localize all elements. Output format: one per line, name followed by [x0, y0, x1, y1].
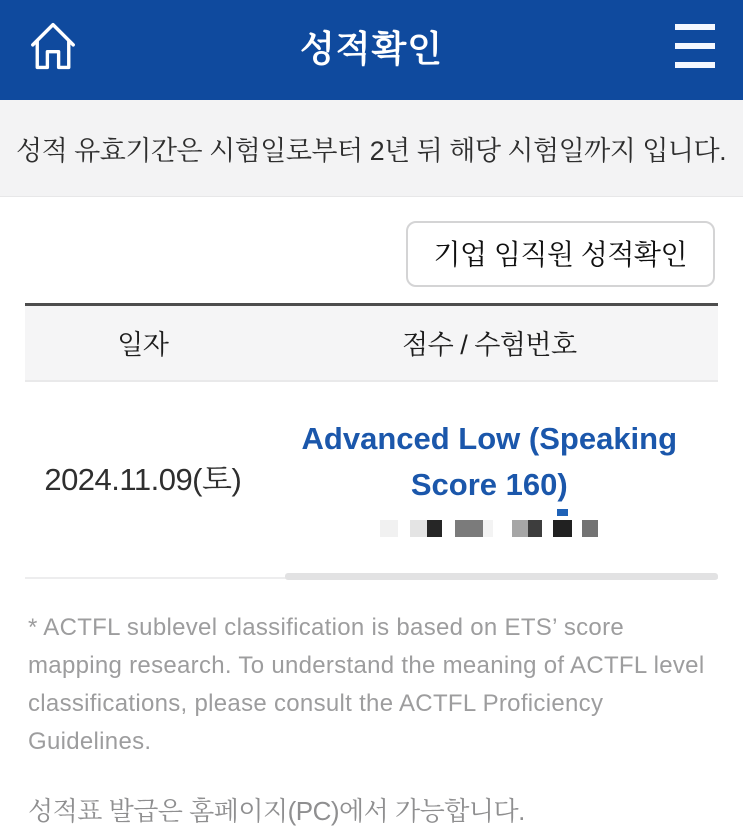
validity-notice [0, 100, 743, 197]
button-row [0, 197, 743, 287]
score-link-line2: Score 160 [410, 467, 558, 502]
corporate-score-check-button[interactable]: 기업 임직원 성적확인 [406, 221, 716, 287]
score-link-line1: Advanced Low (Speaking [301, 421, 678, 456]
hamburger-menu-button[interactable] [675, 22, 717, 70]
table-scrollbar [25, 573, 718, 581]
app-header [0, 0, 743, 100]
redaction-block [512, 520, 528, 537]
score-table [25, 303, 718, 547]
redaction-block [582, 520, 598, 537]
redaction-block [528, 520, 542, 537]
redaction-block [455, 520, 483, 537]
footnote-line: classifications, please consult the ACTFL Proficiency [28, 690, 604, 717]
column-header-date: 일자 [117, 330, 169, 360]
score-link[interactable] [302, 416, 678, 508]
table-row [25, 382, 718, 547]
validity-notice-text: 성적 유효기간은 시험일로부터 2년 뒤 해당 시험일까지 입니다. [16, 135, 727, 166]
redaction-block [427, 520, 442, 537]
footnote-line: * ACTFL sublevel classification is based on ETS’ score [28, 614, 625, 641]
exam-date: 2024.11.09(토) [44, 462, 242, 497]
table-header-row [25, 306, 718, 382]
report-issuance-note: 성적표 발급은 홈페이지(PC)에서 가능합니다. [28, 796, 525, 826]
footnote-line: mapping research. To understand the meaning of ACTFL level [28, 652, 705, 679]
redaction-block [553, 520, 572, 537]
redaction-block [410, 520, 427, 537]
redaction-block [483, 520, 493, 537]
column-header-score: 점수 / 수험번호 [402, 330, 577, 360]
score-link-paren: ) [557, 462, 567, 516]
scrollbar-thumb[interactable] [285, 573, 718, 580]
actfl-footnote [28, 609, 715, 761]
page-title: 성적확인 [299, 27, 444, 69]
score-cell [261, 416, 718, 537]
redaction-block [380, 520, 398, 537]
hamburger-menu-icon [675, 24, 715, 30]
redacted-exam-number [380, 520, 598, 537]
footnote-line: Guidelines. [28, 728, 152, 755]
